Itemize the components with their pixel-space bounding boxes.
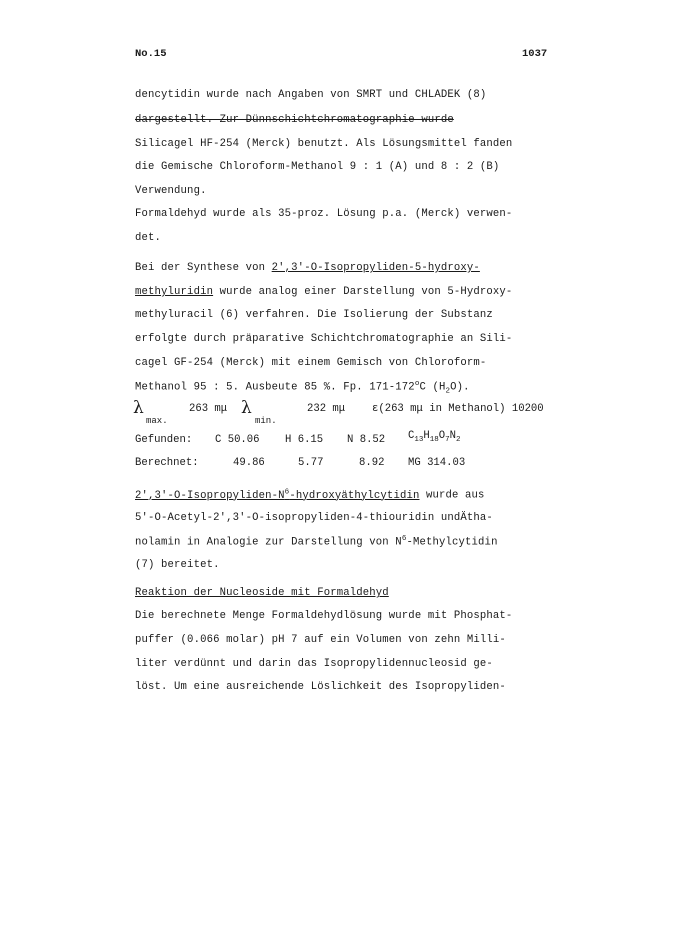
text-line: die Gemische Chloroform-Methanol 9 : 1 (A) und 8 : 2 (B) bbox=[135, 161, 500, 173]
text-line bbox=[135, 286, 512, 298]
found-hydrogen: H 6.15 bbox=[285, 434, 324, 446]
text-line: Silicagel HF-254 (Merck) benutzt. Als Lösungsmittel fanden bbox=[135, 138, 513, 150]
text-line bbox=[135, 262, 480, 274]
uv-min-value: 232 mμ bbox=[307, 403, 346, 415]
found-nitrogen: N 8.52 bbox=[347, 434, 386, 446]
text-line: Die berechnete Menge Formaldehydlösung wurde mit Phosphat- bbox=[135, 610, 513, 622]
text-run: wurde aus bbox=[419, 489, 485, 502]
compound-name: $2',3'-O-Isopropyliden-N^6$-hydroxyäthylcytidin bbox=[135, 488, 420, 502]
text-run: nolamin in Analogie zur Darstellung von N bbox=[135, 536, 402, 549]
superscript: o bbox=[414, 380, 420, 388]
text-line bbox=[135, 535, 498, 549]
text-line: liter verdünnt und darin das Isopropylidennucleosid ge- bbox=[135, 658, 493, 670]
calc-hydrogen: 5.77 bbox=[298, 457, 324, 469]
molecular-formula: $C_{13}H_{18}O_7N_2$ bbox=[408, 430, 461, 445]
running-header: No.15 bbox=[135, 48, 167, 60]
calc-carbon: 49.86 bbox=[233, 457, 265, 469]
text-run: wurde analog einer Darstellung von 5-Hydroxy- bbox=[213, 286, 513, 298]
text-line bbox=[135, 488, 485, 502]
text-line: (7) bereitet. bbox=[135, 559, 220, 571]
lambda-min-label: min. bbox=[255, 416, 277, 426]
found-label: Gefunden: bbox=[135, 434, 193, 446]
text-line: Verwendung. bbox=[135, 185, 207, 197]
text-run: -Methylcytidin bbox=[406, 536, 498, 549]
text-line: cagel GF-254 (Merck) mit einem Gemisch von Chloroform- bbox=[135, 357, 487, 369]
text-line: löst. Um eine ausreichende Löslichkeit des Isopropyliden- bbox=[135, 681, 506, 693]
uv-max-value: 263 mμ bbox=[189, 403, 228, 415]
text-run: C (H bbox=[419, 381, 446, 394]
compound-name: methyluridin bbox=[135, 286, 214, 298]
text-run: Methanol 95 : 5. Ausbeute 85 %. Fp. 171-172 bbox=[135, 381, 415, 394]
found-carbon: C 50.06 bbox=[215, 434, 260, 446]
compound-name: 2',3'-O-Isopropyliden-5-hydroxy- bbox=[271, 262, 480, 274]
text-line: methyluracil (6) verfahren. Die Isolierung der Substanz bbox=[135, 309, 493, 321]
calc-nitrogen: 8.92 bbox=[359, 457, 385, 469]
extinction-value: ε(263 mμ in Methanol) 10200 bbox=[372, 403, 544, 415]
section-heading: Reaktion der Nucleoside mit Formaldehyd bbox=[135, 587, 389, 599]
page-number: 1037 bbox=[522, 48, 548, 60]
lambda-symbol: λ bbox=[241, 398, 252, 418]
text-line: 5'-O-Acetyl-2',3'-O-isopropyliden-4-thiouridin undÄtha- bbox=[135, 512, 493, 524]
text-line: erfolgte durch präparative Schichtchromatographie an Sili- bbox=[135, 333, 513, 345]
text-line: puffer (0.066 molar) pH 7 auf ein Volumen von zehn Milli- bbox=[135, 634, 506, 646]
text-line: Formaldehyd wurde als 35-proz. Lösung p.a. (Merck) verwen- bbox=[135, 208, 513, 220]
text-line: dargestellt. Zur Dünnschichtchromatographie wurde bbox=[135, 114, 454, 126]
text-line bbox=[135, 380, 470, 396]
lambda-max-label: max. bbox=[146, 416, 168, 426]
superscript: 6 bbox=[401, 535, 407, 543]
text-run: O). bbox=[450, 381, 470, 394]
text-line: dencytidin wurde nach Angaben von SMRT und CHLADEK (8) bbox=[135, 89, 487, 101]
text-run: Bei der Synthese von bbox=[135, 262, 272, 274]
lambda-symbol: λ bbox=[133, 398, 144, 418]
subscript: 2 bbox=[445, 387, 451, 396]
text-line: det. bbox=[135, 232, 162, 244]
calc-label: Berechnet: bbox=[135, 457, 199, 469]
molecular-weight: MG 314.03 bbox=[408, 457, 466, 469]
